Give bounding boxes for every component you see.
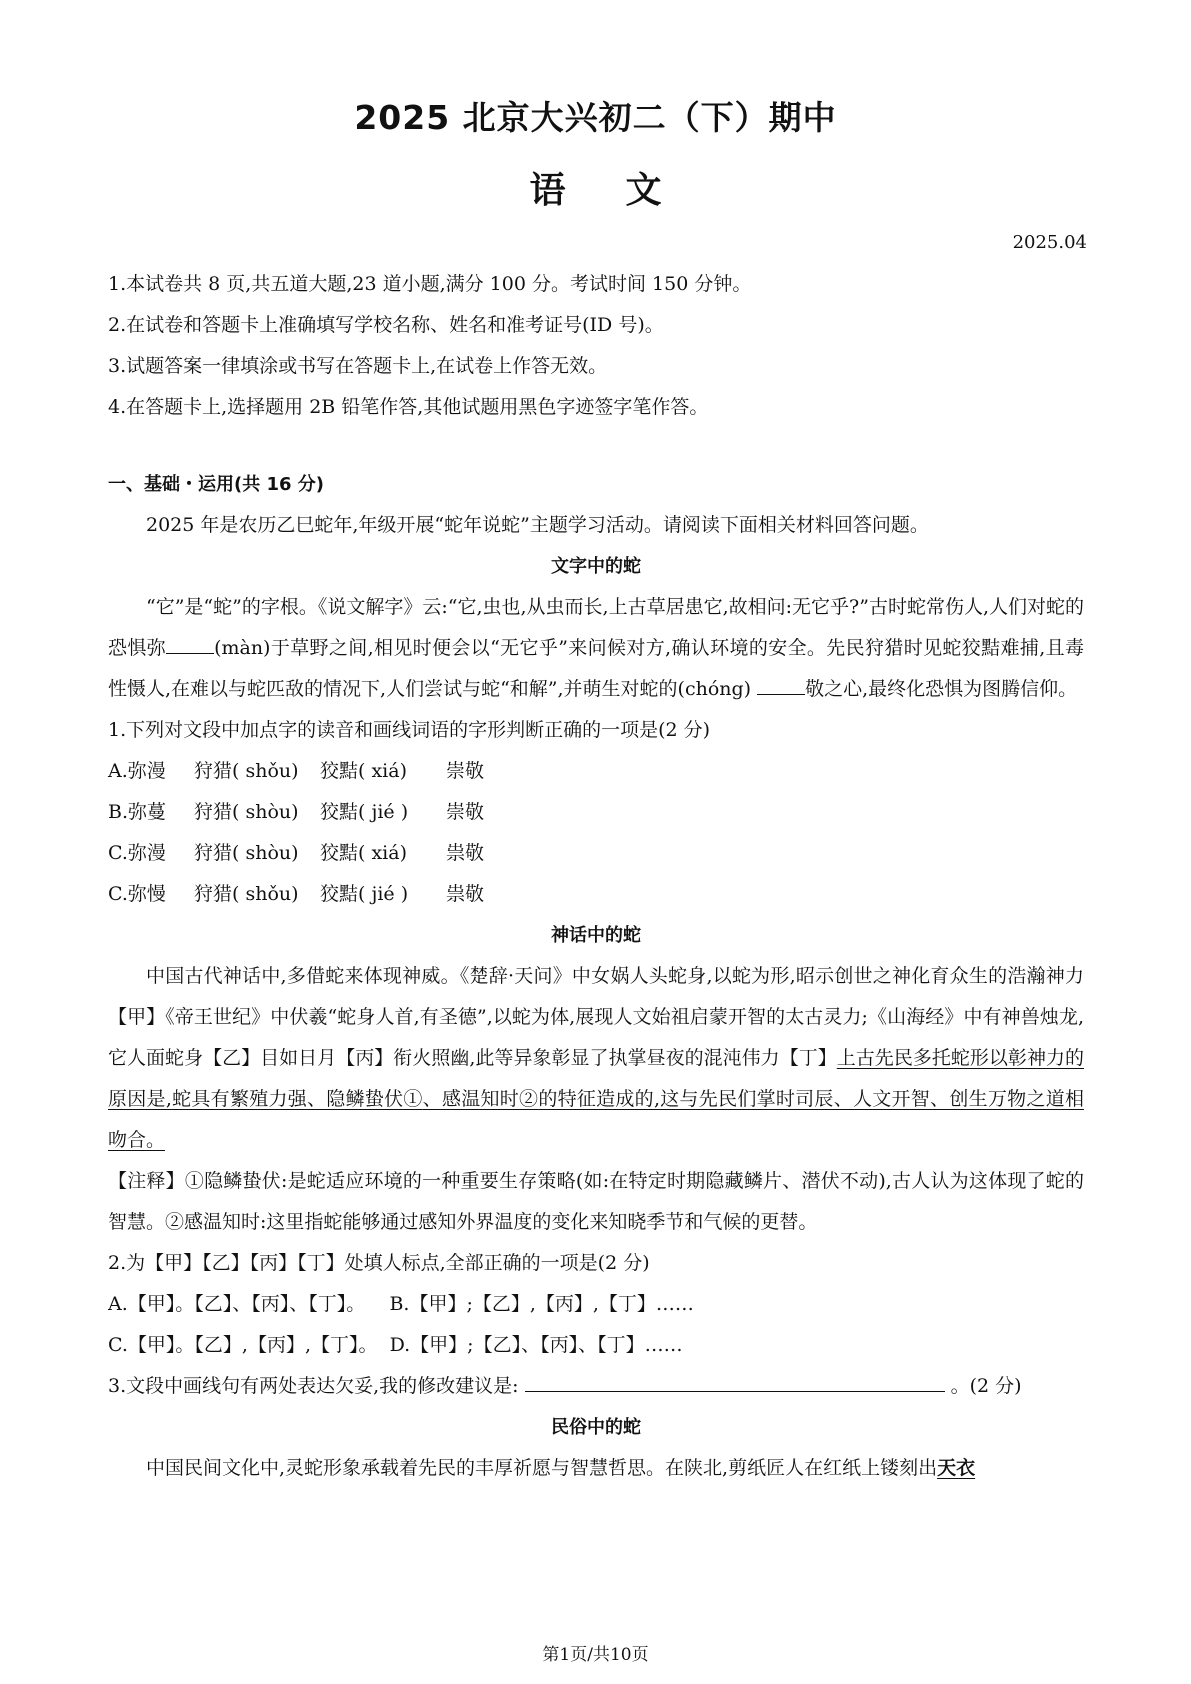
instruction-4: 4.在答题卡上,选择题用 2B 铅笔作答,其他试题用黑色字迹签字笔作答。 bbox=[108, 396, 709, 418]
option-word: 崇敬 bbox=[446, 760, 485, 782]
part-3-marked-word: 天衣 bbox=[937, 1457, 976, 1479]
part-3-text-a: 中国民间文化中,灵蛇形象承载着先民的丰厚祈愿与智慧哲思。在陕北,剪纸匠人在红纸上镂刻出 bbox=[146, 1457, 938, 1479]
option-hunt: 狩猎( shǒu) bbox=[194, 760, 299, 782]
note-1: 隐鳞蛰伏:是蛇适应环境的一种重要生存策略(如:在特定时期隐藏鳞片、潜伏不动),古人认为这体现了蛇的智慧。 bbox=[108, 1170, 1084, 1233]
circled-1: ① bbox=[403, 1088, 423, 1110]
option-label: C.弥漫 bbox=[108, 842, 166, 864]
option-hunt: 狩猎( shòu) bbox=[194, 801, 299, 823]
option-cunning: 狡黠( xiá) bbox=[320, 760, 407, 782]
blank-chong bbox=[757, 694, 805, 695]
question-1-option-d bbox=[108, 874, 1084, 915]
part-1-text-d: 敬之心,最终化恐惧为图腾信仰。 bbox=[805, 678, 1078, 700]
underlined-part-1: 上古先民多托蛇形以彰神力的原因是,蛇具有繁殖力强、隐鳞蛰伏 bbox=[108, 1047, 1084, 1110]
note-circled-1: ① bbox=[184, 1170, 205, 1192]
part-1-heading: 文字中的蛇 bbox=[551, 556, 641, 577]
option-word: 祟敬 bbox=[446, 842, 485, 864]
note-label: 【注释】 bbox=[108, 1170, 185, 1192]
option-cunning: 狡黠( jié ) bbox=[320, 801, 409, 823]
part-1-paragraph bbox=[108, 587, 1084, 710]
option-word: 崇敬 bbox=[446, 801, 485, 823]
question-3-answer-line bbox=[525, 1367, 945, 1392]
option-label: C.弥慢 bbox=[108, 883, 166, 905]
question-2-option-a: A.【甲】。【乙】、【丙】、【丁】。 bbox=[108, 1293, 366, 1315]
question-2-option-d: D.【甲】;【乙】、【丙】、【丁】…… bbox=[389, 1334, 683, 1356]
question-2-option-b: B.【甲】;【乙】,【丙】,【丁】…… bbox=[389, 1293, 694, 1315]
question-2-option-c: C.【甲】。【乙】,【丙】,【丁】。 bbox=[108, 1334, 378, 1356]
part-2-note bbox=[108, 1161, 1084, 1243]
option-cunning: 狡黠( jié ) bbox=[320, 883, 409, 905]
part-2-text-a: 中国古代神话中,多借蛇来体现神威。《楚辞·天问》中女娲人头蛇身,以蛇为形,昭示创世之神化育众生的浩瀚神力【甲】《帝王世纪》中伏羲“蛇身人首,有圣德”,以蛇为体,展现人文始祖启蒙开智的太古灵力;《山海经》中有神兽烛龙,它人面蛇身【乙】目如日月【丙】衔火照幽,此等异象彰显了执掌昼夜的混沌伟力【丁】 bbox=[108, 965, 1084, 1069]
exam-date: 2025.04 bbox=[1012, 232, 1087, 253]
option-cunning: 狡黠( xiá) bbox=[320, 842, 407, 864]
question-1-option-a bbox=[108, 751, 1084, 792]
note-2: 感温知时:这里指蛇能够通过感知外界温度的变化来知晓季节和气候的更替。 bbox=[184, 1211, 818, 1233]
exam-subject: 语文 bbox=[529, 170, 722, 211]
question-1-stem: 1.下列对文段中加点字的读音和画线词语的字形判断正确的一项是(2 分) bbox=[108, 719, 711, 741]
part-3-paragraph bbox=[108, 1448, 1084, 1489]
circled-2: ② bbox=[519, 1088, 539, 1110]
instruction-1: 1.本试卷共 8 页,共五道大题,23 道小题,满分 100 分。考试时间 150 分钟。 bbox=[108, 273, 752, 295]
section-1-heading: 一、基础・运用(共 16 分) bbox=[108, 474, 325, 495]
underlined-part-2: 、感温知时 bbox=[422, 1088, 520, 1110]
underlined-part-3: 的特征造成的,这与先民们掌时司辰、人文开智、创生万物之道相吻合。 bbox=[108, 1088, 1084, 1151]
option-label: B.弥蔓 bbox=[108, 801, 167, 823]
note-circled-2: ② bbox=[165, 1211, 185, 1233]
dotted-char-hunt: 狩 · bbox=[865, 637, 884, 659]
question-1-option-b bbox=[108, 792, 1084, 833]
option-label: A.弥漫 bbox=[108, 760, 166, 782]
part-2-heading: 神话中的蛇 bbox=[551, 925, 641, 946]
question-1-option-c bbox=[108, 833, 1084, 874]
option-word: 祟敬 bbox=[446, 883, 485, 905]
question-2-stem: 2.为【甲】【乙】【丙】【丁】处填人标点,全部正确的一项是(2 分) bbox=[108, 1252, 650, 1274]
question-2-options-ab bbox=[108, 1284, 1084, 1325]
blank-man bbox=[166, 653, 214, 654]
part-1-text-c: 难捕,且毒性慑人,在难以与蛇匹敌的情况下,人们尝试与蛇“和解”,并萌生对蛇的(chóng) bbox=[108, 637, 1084, 700]
dotted-char-cunning: 黠 · bbox=[981, 637, 1000, 659]
exam-content bbox=[108, 264, 1084, 1489]
exam-title: 2025 北京大兴初二（下）期中 bbox=[354, 98, 837, 137]
part-1-text-b: (màn)于草野之间,相见时便会以“无它乎”来问候对方,确认环境的安全。先民 bbox=[214, 637, 865, 659]
question-2-options-cd bbox=[108, 1325, 1084, 1366]
section-1-intro: 2025 年是农历乙巳蛇年,年级开展“蛇年说蛇”主题学习活动。请阅读下面相关材料回答问题。 bbox=[146, 514, 929, 536]
question-3 bbox=[108, 1366, 1084, 1407]
part-1-text-hunt: 猎时见蛇 bbox=[884, 637, 962, 659]
option-hunt: 狩猎( shòu) bbox=[194, 842, 299, 864]
question-3-stem: 3.文段中画线句有两处表达欠妥,我的修改建议是: bbox=[108, 1375, 519, 1397]
part-1-text-cunning-1: 狡 bbox=[961, 637, 982, 659]
question-3-score: 。(2 分) bbox=[950, 1375, 1022, 1397]
instruction-2: 2.在试卷和答题卡上准确填写学校名称、姓名和准考证号(ID 号)。 bbox=[108, 314, 664, 336]
part-2-paragraph bbox=[108, 956, 1084, 1161]
option-hunt: 狩猎( shǒu) bbox=[194, 883, 299, 905]
part-1-text-a: “它”是“蛇”的字根。《说文解字》云:“它,虫也,从虫而长,上古草居患它,故相问:无它乎?”古时蛇常伤人,人们对蛇的恐惧弥 bbox=[108, 596, 1084, 659]
instruction-3: 3.试题答案一律填涂或书写在答题卡上,在试卷上作答无效。 bbox=[108, 355, 608, 377]
part-3-heading: 民俗中的蛇 bbox=[551, 1417, 641, 1438]
page-number: 第1页/共10页 bbox=[542, 1645, 649, 1665]
